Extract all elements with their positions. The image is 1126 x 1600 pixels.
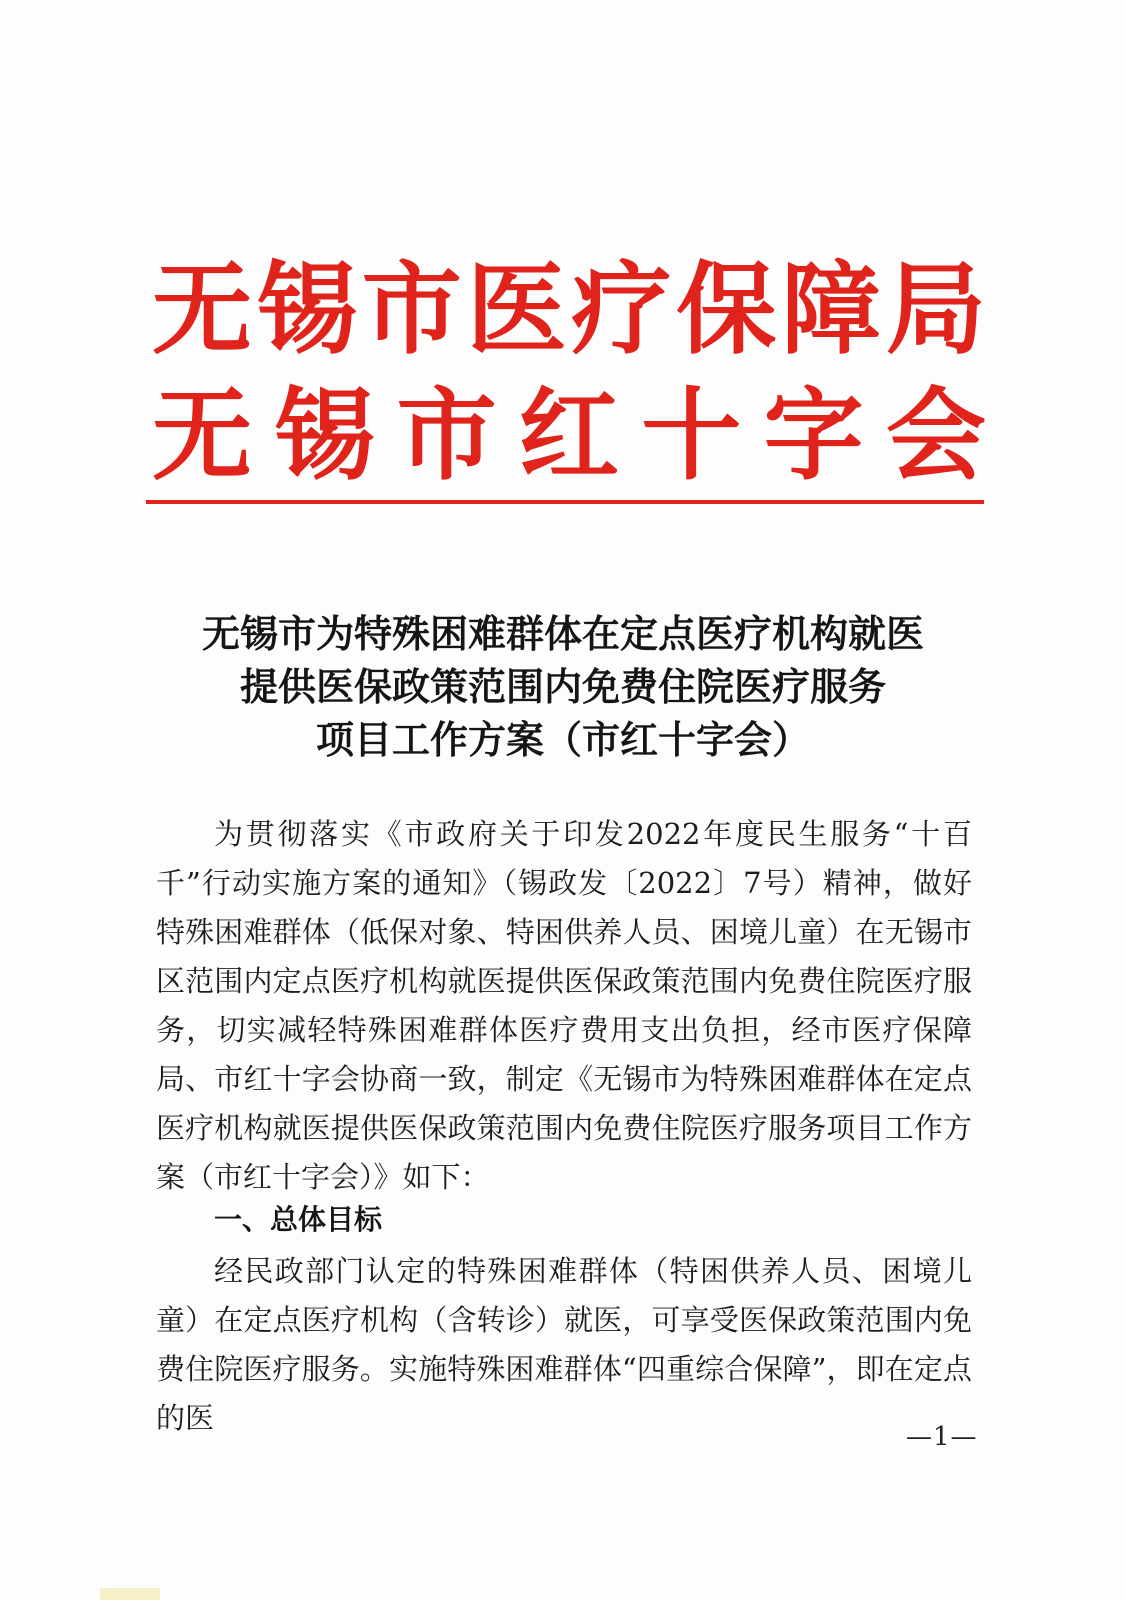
letterhead-char: 会 [885, 376, 986, 494]
body-paragraph-goal: 经民政部门认定的特殊困难群体（特困供养人员、困境儿童）在定点医疗机构（含转诊）就医，可享受医保政策范围内免费住院医疗服务。实施特殊困难群体“四重综合保障”，即在定点的医 [156, 1254, 972, 1435]
document-title-line-2: 提供医保政策范围内免费住院医疗服务 [239, 665, 886, 709]
letterhead-issuer-medical-security-bureau [152, 250, 986, 368]
document-title-line-3: 项目工作方案（市红十字会） [315, 718, 810, 762]
letterhead-char: 锡 [256, 250, 357, 368]
letterhead-divider [146, 500, 984, 504]
letterhead-char: 字 [763, 376, 864, 494]
letterhead-char: 无 [152, 250, 252, 368]
letterhead-char: 无 [152, 376, 252, 494]
document-title-line-1: 无锡市为特殊困难群体在定点医疗机构就医 [201, 612, 924, 656]
letterhead-char: 保 [676, 250, 777, 368]
letterhead-issuer-red-cross [152, 376, 986, 494]
letterhead-char: 红 [518, 376, 619, 494]
letterhead-char: 十 [641, 376, 742, 494]
letterhead-char: 障 [781, 250, 882, 368]
scan-artifact [100, 1588, 160, 1600]
section-heading-overall-goal: 一、总体目标 [214, 1203, 383, 1236]
body-paragraph-intro: 为贯彻落实《市政府关于印发2022年度民生服务“十百千”行动实施方案的通知》（锡政发〔2022〕7号）精神，做好特殊困难群体（低保对象、特困供养人员、困境儿童）在无锡市区范围内定点医疗机构就医提供医保政策范围内免费住院医疗服务，切实减轻特殊困难群体医疗费用支出负担，经市医疗保障局、市红十字会协商一致，制定《无锡市为特殊困难群体在定点医疗机构就医提供医保政策范围内免费住院医疗服务项目工作方案（市红十字会）》如下： [156, 817, 972, 1194]
letterhead-char: 市 [396, 376, 497, 494]
letterhead-char: 局 [885, 250, 986, 368]
letterhead-char: 疗 [571, 250, 672, 368]
letterhead-char: 医 [466, 250, 567, 368]
letterhead-char: 锡 [274, 376, 375, 494]
page-number: —1— [906, 1422, 978, 1452]
letterhead-char: 市 [361, 250, 462, 368]
